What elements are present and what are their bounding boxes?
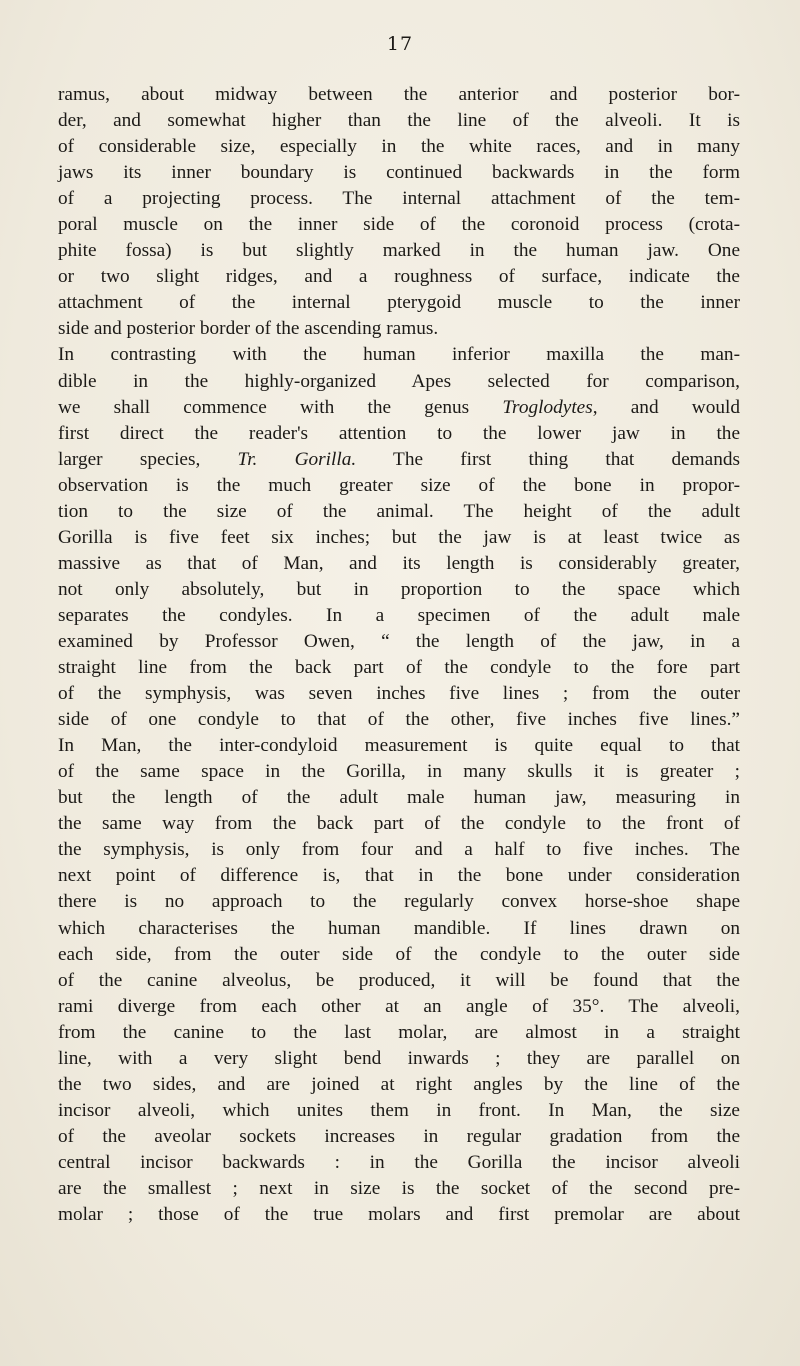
text-line: In contrasting with the human inferior maxilla the man- xyxy=(58,344,740,366)
text-line: of a projecting process. The internal attachment of the tem- xyxy=(58,188,740,210)
body-text xyxy=(58,82,740,1228)
text-line: of the same space in the Gorilla, in many skulls it is greater ; xyxy=(58,761,740,783)
text-line: from the canine to the last molar, are almost in a straight xyxy=(58,1021,740,1043)
text-line: central incisor backwards : in the Gorilla the incisor alveoli xyxy=(58,1151,740,1173)
text-line: first direct the reader's attention to the lower jaw in the xyxy=(58,422,740,444)
text-line: dible in the highly-organized Apes selected for comparison, xyxy=(58,370,740,392)
text-line: tion to the size of the animal. The height of the adult xyxy=(58,500,740,522)
text-line: there is no approach to the regularly convex horse-shoe shape xyxy=(58,891,740,913)
text-line: massive as that of Man, and its length is considerably greater, xyxy=(58,552,740,574)
text-fragment: The first thing that demands xyxy=(356,448,740,470)
text-line: of the aveolar sockets increases in regular gradation from the xyxy=(58,1125,740,1147)
text-line: each side, from the outer side of the condyle to the outer side xyxy=(58,943,740,965)
text-line: In Man, the inter-condyloid measurement is quite equal to that xyxy=(58,735,740,757)
text-line: next point of difference is, that in the bone under consideration xyxy=(58,865,740,887)
text-line: phite fossa) is but slightly marked in the human jaw. One xyxy=(58,240,740,262)
text-line: the symphysis, is only from four and a half to five inches. The xyxy=(58,839,740,861)
species-name-italic: Tr. Gorilla. xyxy=(237,448,357,470)
text-line: incisor alveoli, which unites them in front. In Man, the size xyxy=(58,1099,740,1121)
text-line: straight line from the back part of the condyle to the fore part xyxy=(58,657,740,679)
text-line: Gorilla is five feet six inches; but the jaw is at least twice as xyxy=(58,526,740,548)
text-line: of the canine alveolus, be produced, it will be found that the xyxy=(58,969,740,991)
text-line: are the smallest ; next in size is the socket of the second pre- xyxy=(58,1177,740,1199)
text-line: the same way from the back part of the condyle to the front of xyxy=(58,813,740,835)
text-line: the two sides, and are joined at right angles by the line of the xyxy=(58,1073,740,1095)
text-line: line, with a very slight bend inwards ; they are parallel on xyxy=(58,1047,740,1069)
text-line: ramus, about midway between the anterior and posterior bor- xyxy=(58,84,740,105)
text-line: side of one condyle to that of the other, five inches five lines.” xyxy=(58,709,740,731)
text-line: attachment of the internal pterygoid muscle to the inner xyxy=(58,292,740,314)
text-line: not only absolutely, but in proportion to the space which xyxy=(58,578,740,600)
text-line: der, and somewhat higher than the line of the alveoli. It is xyxy=(58,110,740,132)
text-fragment: larger species, xyxy=(58,448,238,470)
page-number: 17 xyxy=(386,33,414,55)
text-line: examined by Professor Owen, “ the length of the jaw, in a xyxy=(58,630,740,652)
text-line: poral muscle on the inner side of the coronoid process (crota- xyxy=(58,214,740,236)
text-line: which characterises the human mandible. If lines drawn on xyxy=(58,917,740,939)
text-line: side and posterior border of the ascending ramus. xyxy=(58,318,439,340)
text-line: of the symphysis, was seven inches five lines ; from the outer xyxy=(58,683,740,705)
text-line: or two slight ridges, and a roughness of surface, indicate the xyxy=(58,266,740,288)
text-line-with-italic xyxy=(58,395,740,421)
text-line: observation is the much greater size of the bone in propor- xyxy=(58,474,740,496)
genus-name-italic: Troglodytes xyxy=(502,396,593,418)
text-line: jaws its inner boundary is continued backwards in the form xyxy=(58,162,740,184)
text-fragment: , and would xyxy=(592,396,740,418)
text-fragment: we shall commence with the genus xyxy=(58,396,503,418)
text-line: but the length of the adult male human jaw, measuring in xyxy=(58,787,740,809)
text-line-with-italic xyxy=(58,447,740,473)
text-line: molar ; those of the true molars and first premolar are about xyxy=(58,1204,740,1226)
text-line: rami diverge from each other at an angle of 35°. The alveoli, xyxy=(58,995,740,1017)
text-line: separates the condyles. In a specimen of the adult male xyxy=(58,604,740,626)
text-line: of considerable size, especially in the white races, and in many xyxy=(58,136,740,158)
